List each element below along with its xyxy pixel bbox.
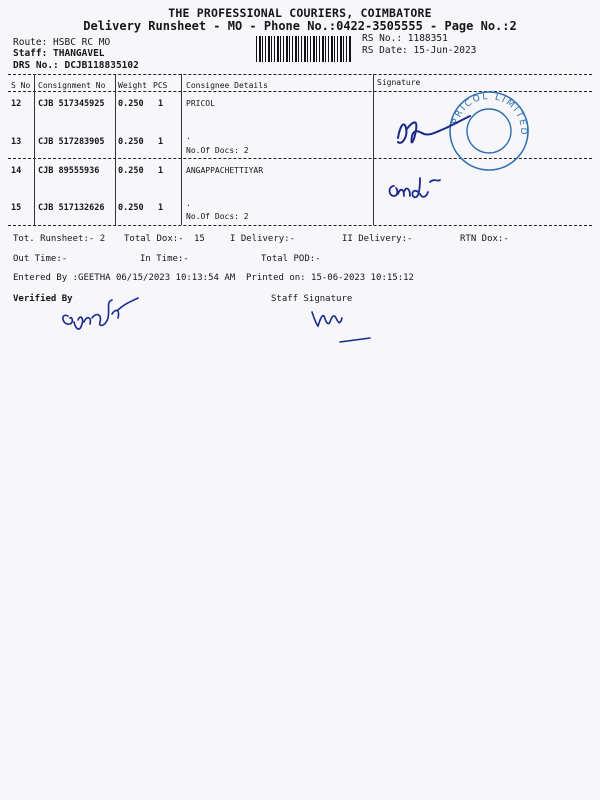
- rtn-dox: RTN Dox:-: [460, 234, 509, 244]
- total-dox-label: Total Dox:-: [124, 234, 184, 244]
- printed-on: Printed on: 15-06-2023 10:15:12: [246, 273, 414, 283]
- table-row-consignment: CJB 517283905: [38, 137, 105, 147]
- table-row-sno: 15: [11, 203, 22, 213]
- table-row-consignment: CJB 517132626: [38, 203, 105, 213]
- table-row-consignment: CJB 517345925: [38, 99, 105, 109]
- table-row-docs-note: No.Of Docs: 2: [186, 146, 249, 155]
- table-row-weight: 0.250: [118, 203, 144, 213]
- col-divider: [115, 74, 116, 225]
- table-row-consignee: .: [186, 199, 191, 208]
- total-pod: Total POD:-: [261, 254, 321, 264]
- verified-by-label: Verified By: [13, 294, 73, 304]
- col-header-weight: Weight: [118, 81, 147, 90]
- table-row-docs-note: No.Of Docs: 2: [186, 212, 249, 221]
- entered-by: Entered By :GEETHA 06/15/2023 10:13:54 AM: [13, 273, 236, 283]
- table-row-pcs: 1: [158, 166, 164, 176]
- ii-delivery: II Delivery:-: [342, 234, 413, 244]
- table-row-consignee: .: [186, 132, 191, 141]
- table-row-sno: 13: [11, 137, 22, 147]
- table-row-sno: 12: [11, 99, 22, 109]
- total-runsheet: Tot. Runsheet:- 2: [13, 234, 106, 244]
- table-bottom-rule: [8, 225, 592, 226]
- col-divider: [373, 74, 374, 225]
- table-row-consignee: ANGAPPACHETTIYAR: [186, 166, 264, 175]
- col-header-pcs: PCS: [153, 81, 168, 90]
- col-header-consignee: Consignee Details: [186, 81, 268, 90]
- table-row-pcs: 1: [158, 203, 164, 213]
- table-row-pcs: 1: [158, 137, 164, 147]
- verified-by-signature: [56, 290, 146, 336]
- total-dox-value: 15: [194, 234, 205, 244]
- out-time: Out Time:-: [13, 254, 68, 264]
- receiver-signature-row14: [384, 172, 444, 204]
- barcode: [256, 36, 352, 62]
- receiver-signature-row12: [390, 108, 480, 153]
- runsheet-subtitle: Delivery Runsheet - MO - Phone No.:0422-3505555 - Page No.:2: [83, 19, 517, 33]
- staff-signature: [306, 304, 376, 346]
- drs-number: DRS No.: DCJB118835102: [13, 60, 139, 71]
- col-header-consignment: Consignment No: [38, 81, 106, 90]
- table-top-rule: [8, 74, 592, 75]
- in-time: In Time:-: [140, 254, 189, 264]
- col-divider: [34, 74, 35, 225]
- rs-number: RS No.: 1188351: [362, 33, 448, 44]
- col-header-signature: Signature: [377, 78, 421, 87]
- table-row-weight: 0.250: [118, 99, 144, 109]
- table-row-sno: 14: [11, 166, 22, 176]
- table-row-pcs: 1: [158, 99, 164, 109]
- col-header-sno: S No: [11, 81, 31, 90]
- stamp-text: PRICOL LIMITED: [450, 91, 529, 137]
- table-row-weight: 0.250: [118, 137, 144, 147]
- staff-label: Staff: THANGAVEL: [13, 48, 105, 59]
- rs-date: RS Date: 15-Jun-2023: [362, 45, 477, 56]
- route-label: Route: HSBC RC MO: [13, 37, 111, 48]
- table-row-weight: 0.250: [118, 166, 144, 176]
- i-delivery: I Delivery:-: [230, 234, 296, 244]
- col-divider: [181, 74, 182, 225]
- courier-title: THE PROFESSIONAL COURIERS, COIMBATORE: [168, 6, 432, 20]
- table-row-consignee: PRICOL: [186, 99, 215, 108]
- table-row-consignment: CJB 89555936: [38, 166, 100, 176]
- staff-signature-label: Staff Signature: [271, 294, 353, 304]
